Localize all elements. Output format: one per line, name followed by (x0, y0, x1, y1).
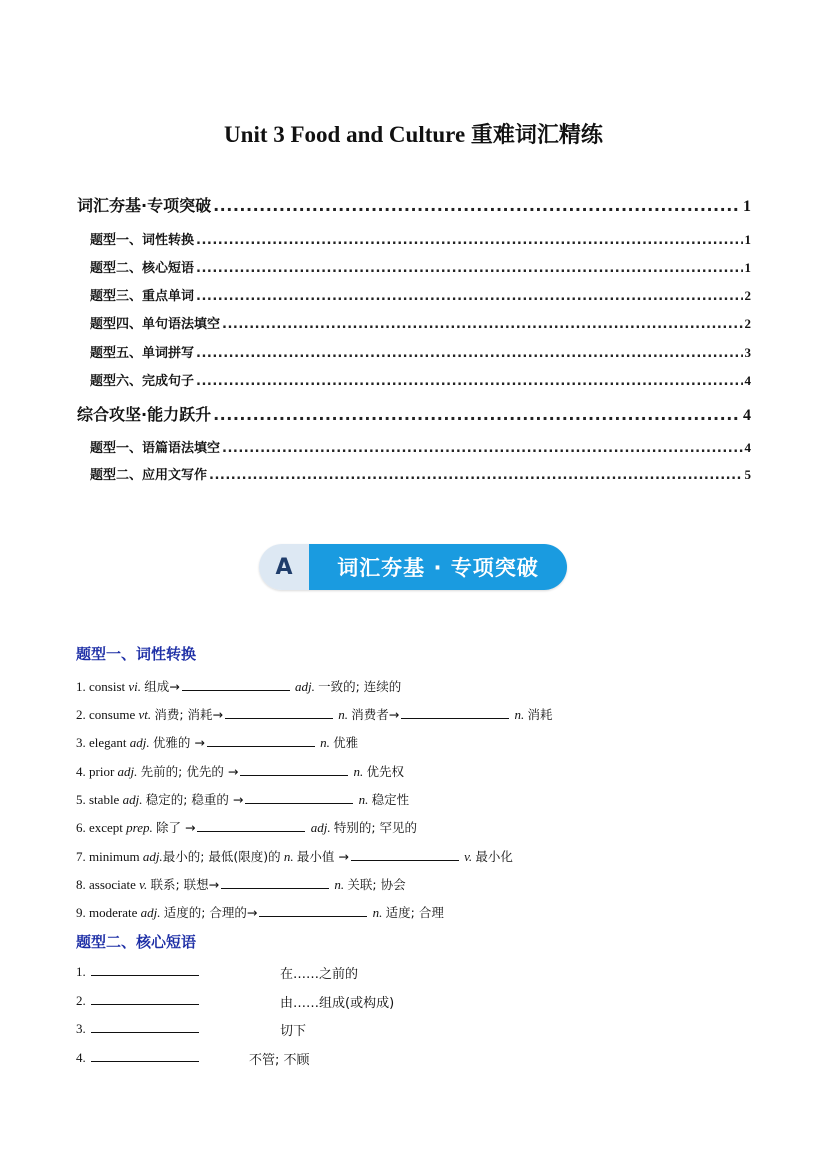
exercise-item: 5. stable adj. 稳定的; 稳重的 → n. 稳定性 (76, 792, 410, 807)
phrase-item: 4. (76, 1049, 201, 1066)
answer-blank[interactable] (225, 706, 333, 719)
toc-label: 题型四、单句语法填空 (90, 317, 221, 332)
toc-label: 题型六、完成句子 (90, 374, 195, 389)
phrase-item: 2. (76, 992, 201, 1009)
phrase-meaning: 切下 (280, 1024, 307, 1039)
toc-label: 题型三、重点单词 (90, 289, 195, 304)
toc-label: 综合攻坚·能力跃升 (77, 405, 212, 424)
toc-entry[interactable] (90, 437, 751, 456)
exercise-item: 1. consist vi. 组成→ adj. 一致的; 连续的 (76, 679, 402, 694)
answer-blank[interactable] (207, 734, 315, 747)
toc-entry[interactable] (90, 285, 751, 304)
toc-label: 题型二、应用文写作 (90, 468, 208, 483)
toc-label: 题型一、词性转换 (90, 233, 195, 248)
toc-page: 4 (744, 373, 751, 388)
toc-entry[interactable] (90, 257, 751, 276)
exercise-item: 8. associate v. 联系; 联想→ n. 关联; 协会 (76, 877, 406, 892)
toc-entry[interactable] (77, 193, 751, 216)
phrase-meaning: 在……之前的 (280, 967, 359, 982)
exercise-item: 7. minimum adj.最小的; 最低(限度)的 n. 最小值 → v. 最小化 (76, 849, 513, 864)
exercise-item: 6. except prep. 除了 → adj. 特别的; 罕见的 (76, 820, 418, 835)
section-heading: 题型一、词性转换 (76, 645, 197, 663)
title-chinese: 重难词汇精练 (470, 123, 603, 148)
answer-blank[interactable] (91, 992, 199, 1005)
page-title (0, 118, 827, 149)
phrase-meaning: 由……组成(或构成) (280, 996, 395, 1011)
answer-blank[interactable] (401, 706, 509, 719)
title-english: Unit 3 Food and Culture (224, 122, 466, 147)
answer-blank[interactable] (221, 876, 329, 889)
answer-blank[interactable] (91, 1020, 199, 1033)
toc-entry[interactable] (90, 370, 751, 389)
toc-page: 1 (743, 198, 751, 215)
section-banner (259, 544, 567, 590)
toc-page: 4 (744, 440, 751, 455)
toc-entry[interactable] (90, 313, 751, 332)
toc-entry[interactable] (90, 464, 751, 483)
exercise-item: 9. moderate adj. 适度的; 合理的→ n. 适度; 合理 (76, 905, 444, 920)
toc-page: 4 (743, 407, 751, 424)
phrase-item: 3. (76, 1020, 201, 1037)
exercise-item: 2. consume vt. 消费; 消耗→ n. 消费者→ n. 消耗 (76, 707, 553, 722)
toc-entry[interactable] (77, 402, 751, 425)
toc-entry[interactable] (90, 229, 751, 248)
answer-blank[interactable] (91, 963, 199, 976)
answer-blank[interactable] (259, 904, 367, 917)
toc-page: 1 (744, 232, 751, 247)
banner-letter: A (259, 544, 309, 590)
toc-label: 词汇夯基·专项突破 (77, 196, 212, 215)
toc-page: 3 (744, 345, 751, 360)
toc-entry[interactable] (90, 342, 751, 361)
answer-blank[interactable] (91, 1049, 199, 1062)
toc-page: 2 (744, 316, 751, 331)
answer-blank[interactable] (245, 791, 353, 804)
answer-blank[interactable] (351, 848, 459, 861)
answer-blank[interactable] (240, 763, 348, 776)
answer-blank[interactable] (182, 678, 290, 691)
exercise-item: 3. elegant adj. 优雅的 → n. 优雅 (76, 735, 359, 750)
phrase-item: 1. (76, 963, 201, 980)
toc-page: 2 (744, 288, 751, 303)
toc-page: 1 (744, 260, 751, 275)
toc-label: 题型五、单词拼写 (90, 346, 195, 361)
toc-label: 题型二、核心短语 (90, 261, 195, 276)
toc-page: 5 (744, 467, 751, 482)
phrase-meaning: 不管; 不顾 (249, 1053, 310, 1068)
section-heading: 题型二、核心短语 (76, 933, 197, 951)
answer-blank[interactable] (197, 819, 305, 832)
toc-label: 题型一、语篇语法填空 (90, 441, 221, 456)
exercise-item: 4. prior adj. 先前的; 优先的 → n. 优先权 (76, 764, 405, 779)
banner-label: 词汇夯基 · 专项突破 (309, 544, 567, 590)
